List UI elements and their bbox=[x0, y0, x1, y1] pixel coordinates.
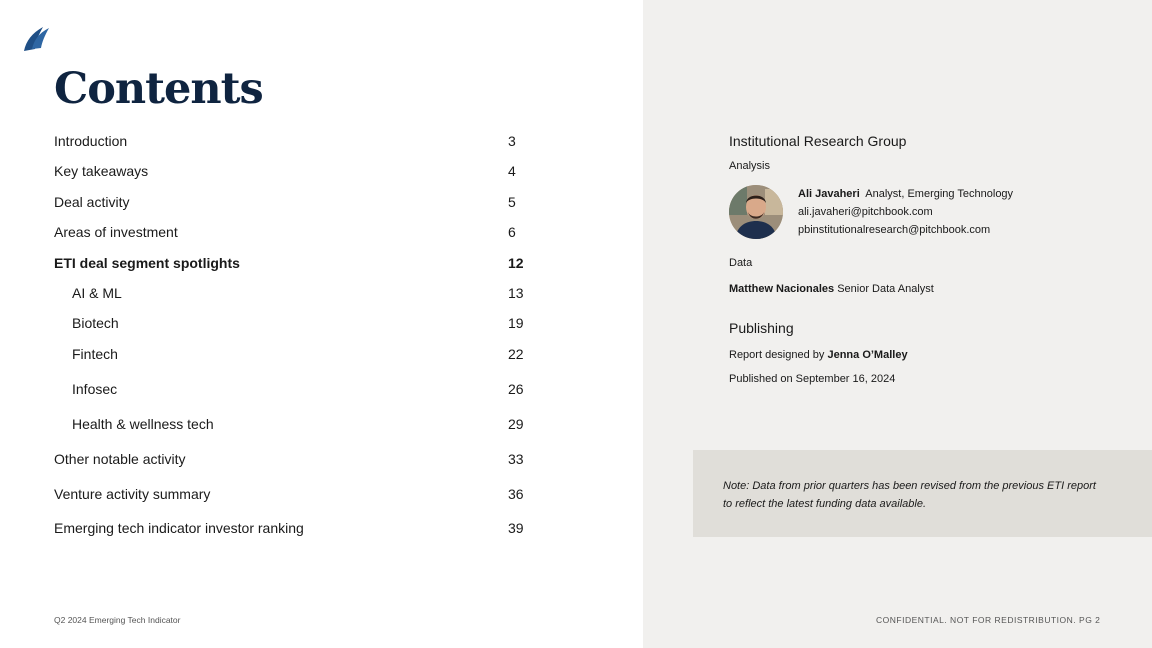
toc-item-page: 29 bbox=[508, 416, 524, 432]
person-icon bbox=[729, 185, 783, 239]
designer-name: Jenna O’Malley bbox=[827, 349, 908, 361]
toc-item-page: 3 bbox=[508, 133, 516, 149]
data-analyst-role: Senior Data Analyst bbox=[837, 283, 934, 295]
toc-item-page: 5 bbox=[508, 194, 516, 210]
toc-item-key-takeaways[interactable] bbox=[54, 161, 534, 181]
toc-item-label: AI & ML bbox=[72, 285, 122, 301]
note-box bbox=[693, 450, 1152, 537]
toc-item-label: Introduction bbox=[54, 133, 128, 149]
team-email[interactable]: pbinstitutionalresearch@pitchbook.com bbox=[798, 224, 991, 236]
toc-item-page: 26 bbox=[508, 381, 524, 397]
designed-by-line bbox=[729, 349, 908, 361]
toc-item-deal-activity[interactable] bbox=[54, 192, 534, 212]
analyst-name: Ali Javaheri bbox=[798, 188, 860, 200]
publishing-label: Publishing bbox=[729, 320, 794, 336]
published-date: Published on September 16, 2024 bbox=[729, 373, 896, 385]
toc-item-health-wellness-tech[interactable] bbox=[54, 414, 534, 434]
note-text bbox=[723, 477, 1123, 513]
toc-item-fintech[interactable] bbox=[54, 344, 534, 364]
toc-item-label: Infosec bbox=[72, 381, 118, 397]
data-analyst-name: Matthew Nacionales bbox=[729, 283, 835, 295]
toc-item-investor-ranking[interactable] bbox=[54, 518, 534, 538]
toc-item-infosec[interactable] bbox=[54, 379, 534, 399]
toc-item-venture-activity-summary[interactable] bbox=[54, 484, 534, 504]
toc-item-label: Fintech bbox=[72, 346, 118, 362]
toc-item-label: Areas of investment bbox=[54, 224, 178, 240]
analyst-line bbox=[798, 188, 1013, 200]
toc-item-label: Venture activity summary bbox=[54, 486, 211, 502]
analysis-label: Analysis bbox=[729, 160, 770, 172]
toc-item-ai-ml[interactable] bbox=[54, 283, 534, 303]
toc-item-page: 4 bbox=[508, 163, 516, 179]
toc-item-page: 39 bbox=[508, 520, 524, 536]
toc-item-eti-deal-segment-spotlights[interactable] bbox=[54, 253, 534, 273]
note-line-2: to reflect the latest funding data available. bbox=[723, 498, 927, 510]
note-line-1: Note: Data from prior quarters has been revised from the previous ETI report bbox=[723, 480, 1096, 492]
toc-item-label: Other notable activity bbox=[54, 451, 186, 467]
credits-panel bbox=[643, 0, 1152, 648]
toc-item-label: Key takeaways bbox=[54, 163, 149, 179]
footer-report-name: Q2 2024 Emerging Tech Indicator bbox=[54, 615, 181, 625]
data-label: Data bbox=[729, 257, 753, 269]
toc-item-areas-of-investment[interactable] bbox=[54, 222, 534, 242]
toc-item-label: Health & wellness tech bbox=[72, 416, 214, 432]
group-title: Institutional Research Group bbox=[729, 133, 907, 149]
toc-item-label: Emerging tech indicator investor ranking bbox=[54, 520, 304, 536]
analyst-email[interactable]: ali.javaheri@pitchbook.com bbox=[798, 206, 933, 218]
toc-item-page: 13 bbox=[508, 285, 524, 301]
toc-item-introduction[interactable] bbox=[54, 131, 534, 151]
toc-item-biotech[interactable] bbox=[54, 313, 534, 333]
toc-item-page: 33 bbox=[508, 451, 524, 467]
toc-item-other-notable-activity[interactable] bbox=[54, 449, 534, 469]
toc-item-page: 6 bbox=[508, 224, 516, 240]
toc-item-page: 22 bbox=[508, 346, 524, 362]
toc-item-label: Deal activity bbox=[54, 194, 130, 210]
analyst-avatar bbox=[729, 185, 783, 239]
footer-confidential: CONFIDENTIAL. NOT FOR REDISTRIBUTION. PG 2 bbox=[876, 615, 1101, 625]
toc-item-label: Biotech bbox=[72, 315, 119, 331]
analyst-role: Analyst, Emerging Technology bbox=[865, 188, 1014, 200]
toc-item-label: ETI deal segment spotlights bbox=[54, 255, 240, 271]
data-credit-line bbox=[729, 283, 934, 295]
designed-by-prefix: Report designed by bbox=[729, 349, 825, 361]
toc-item-page: 12 bbox=[508, 255, 524, 271]
toc-item-page: 36 bbox=[508, 486, 524, 502]
pitchbook-logo-icon bbox=[22, 24, 50, 54]
toc-item-page: 19 bbox=[508, 315, 524, 331]
page-title: Contents bbox=[54, 64, 263, 114]
